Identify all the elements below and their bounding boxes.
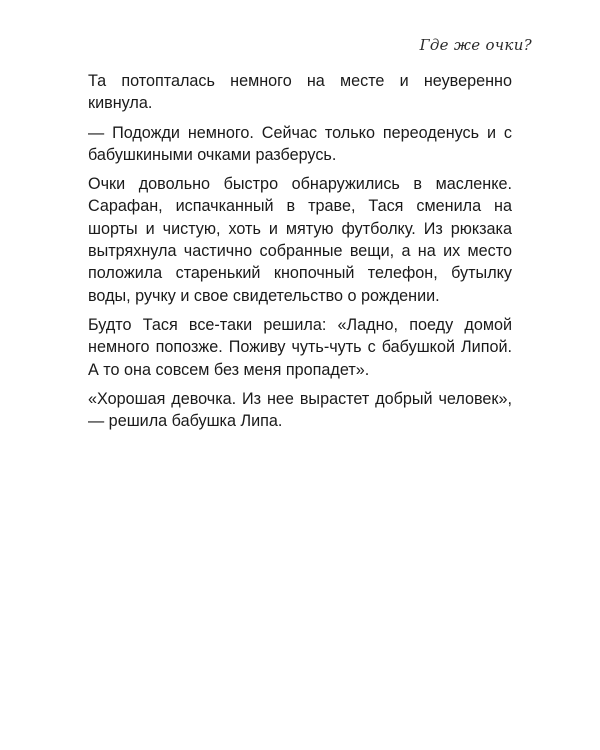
paragraph-5: «Хорошая девочка. Из нее вырастет добрый человек», — решила бабушка Липа. [88, 389, 512, 431]
running-header-title: Где же очки? [419, 36, 532, 54]
paragraph-1: Та потопталась немного на месте и неуверенно кивнула. [88, 72, 512, 113]
body-text [88, 70, 512, 439]
paragraph-3: Очки довольно быстро обнаружились в масленке. Сарафан, испачканный в траве, Тася сменила на шорты и чистую, хоть и мятую футболку. Из рюкзака вытряхнула частично собранные вещи, а на их место положила старенький кнопочный телефон, бутылку воды, ручку и свое свидетельство о рождении. [88, 175, 512, 305]
paragraph-2: — Подожди немного. Сейчас только переоденусь и с бабушкиными очками разберусь. [88, 123, 512, 164]
empty-page-area [88, 420, 512, 720]
paragraph-4: Будто Тася все-таки решила: «Ладно, поеду домой немного попозже. Поживу чуть-чуть с бабушкой Липой. А то она совсем без меня пропадет». [88, 315, 512, 379]
